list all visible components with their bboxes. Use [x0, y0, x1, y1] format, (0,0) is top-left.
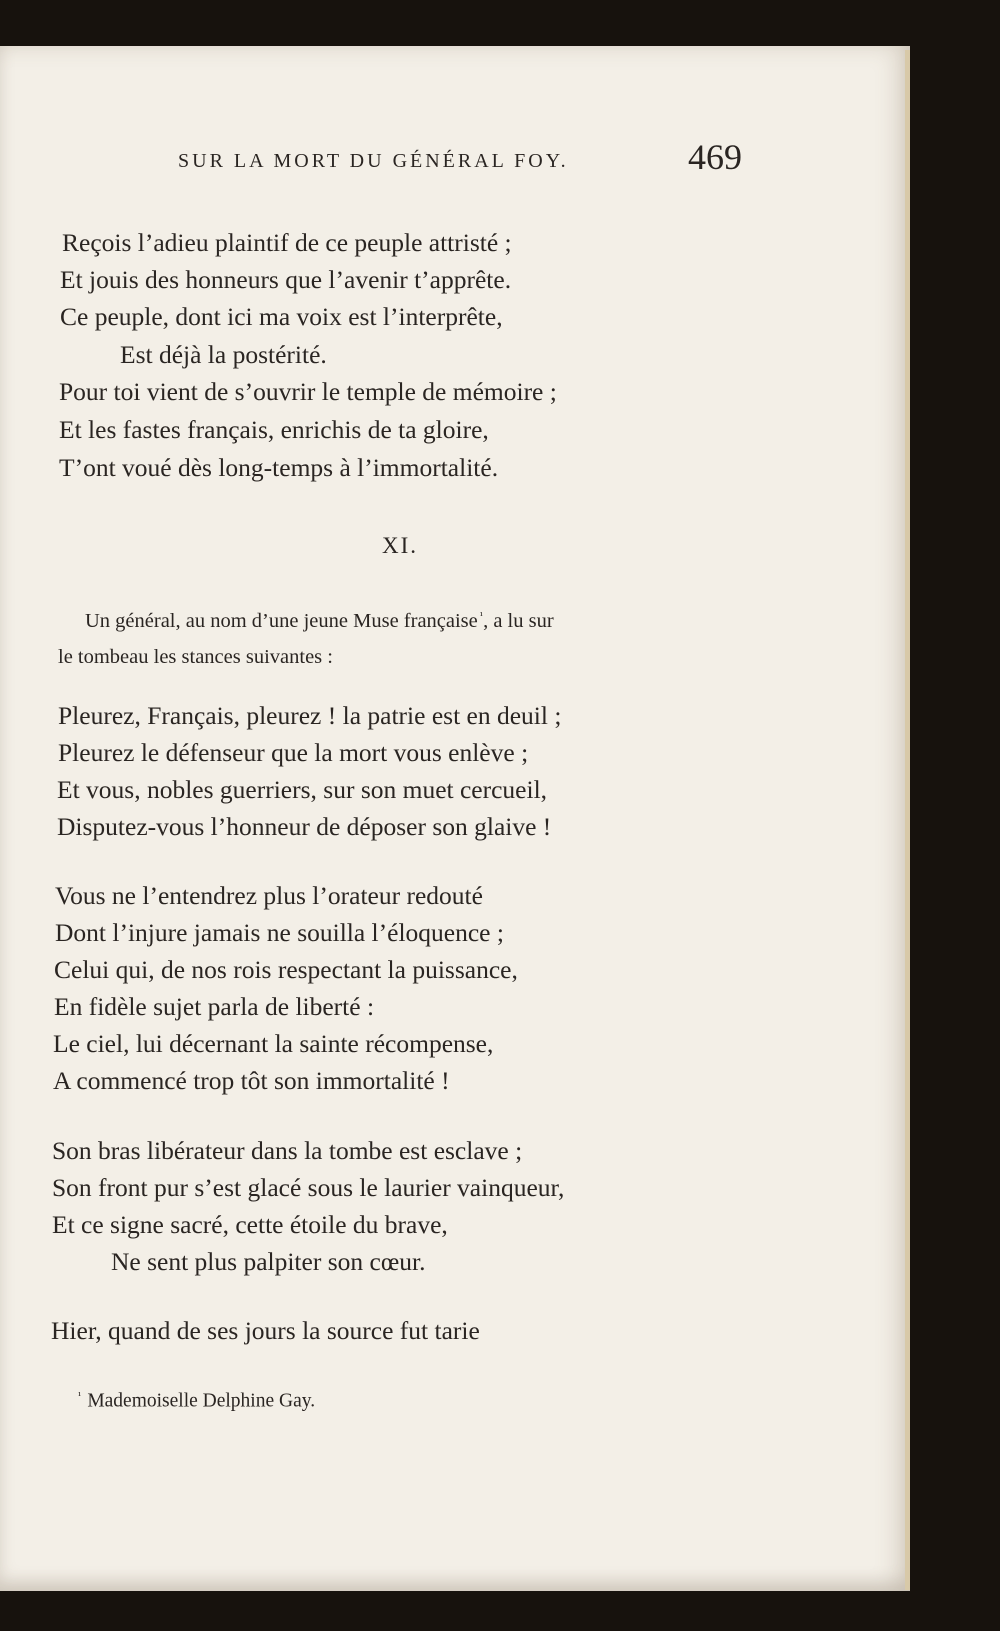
verse-line: T’ont voué dès long-temps à l’immortalité.	[59, 453, 499, 482]
section-title: XI.	[382, 533, 419, 558]
page-number: 469	[688, 137, 742, 177]
footnote-text: Mademoiselle Delphine Gay.	[87, 1390, 316, 1412]
verse-line: Est déjà la postérité.	[120, 340, 327, 369]
verse-line: Ne sent plus palpiter son cœur.	[111, 1247, 426, 1276]
running-title: SUR LA MORT DU GÉNÉRAL FOY.	[178, 150, 569, 172]
intro-text: Un général, au nom d’une jeune Muse française	[85, 609, 478, 632]
verse-line: Celui qui, de nos rois respectant la puissance,	[54, 955, 518, 984]
verse-line: Reçois l’adieu plaintif de ce peuple attristé ;	[62, 228, 512, 257]
verse-line: Son bras libérateur dans la tombe est esclave ;	[52, 1136, 523, 1165]
verse-line: Et jouis des honneurs que l’avenir t’apprête.	[60, 265, 512, 294]
footnote	[78, 1390, 315, 1413]
verse-line: Vous ne l’entendrez plus l’orateur redouté	[55, 881, 483, 910]
footnote-reference: ¹	[479, 610, 484, 622]
verse-line: Son front pur s’est glacé sous le laurier vainqueur,	[52, 1173, 565, 1202]
page-edge	[905, 50, 910, 1590]
verse-line: En fidèle sujet parla de liberté :	[54, 992, 375, 1021]
intro-text-end: , a lu sur	[483, 609, 554, 632]
verse-line: Pleurez le défenseur que la mort vous enlève ;	[58, 738, 529, 767]
verse-line: Et les fastes français, enrichis de ta gloire,	[59, 415, 489, 444]
verse-line: Et ce signe sacré, cette étoile du brave,	[52, 1210, 448, 1239]
verse-line: Hier, quand de ses jours la source fut tarie	[51, 1316, 480, 1345]
verse-line: Pleurez, Français, pleurez ! la patrie est en deuil ;	[58, 701, 562, 730]
verse-line: Disputez-vous l’honneur de déposer son glaive !	[57, 812, 552, 841]
footnote-mark: ¹	[78, 1390, 82, 1402]
intro-line	[58, 598, 738, 639]
intro-line: le tombeau les stances suivantes :	[58, 645, 333, 668]
verse-line: Ce peuple, dont ici ma voix est l’interprête,	[60, 302, 503, 331]
verse-line: Pour toi vient de s’ouvrir le temple de mémoire ;	[59, 377, 557, 406]
verse-line: A commencé trop tôt son immortalité !	[53, 1066, 450, 1095]
verse-line: Et vous, nobles guerriers, sur son muet cercueil,	[57, 775, 548, 804]
section-intro	[58, 598, 738, 675]
verse-line: Dont l’injure jamais ne souilla l’éloquence ;	[55, 918, 504, 947]
verse-line: Le ciel, lui décernant la sainte récompense,	[53, 1029, 494, 1058]
